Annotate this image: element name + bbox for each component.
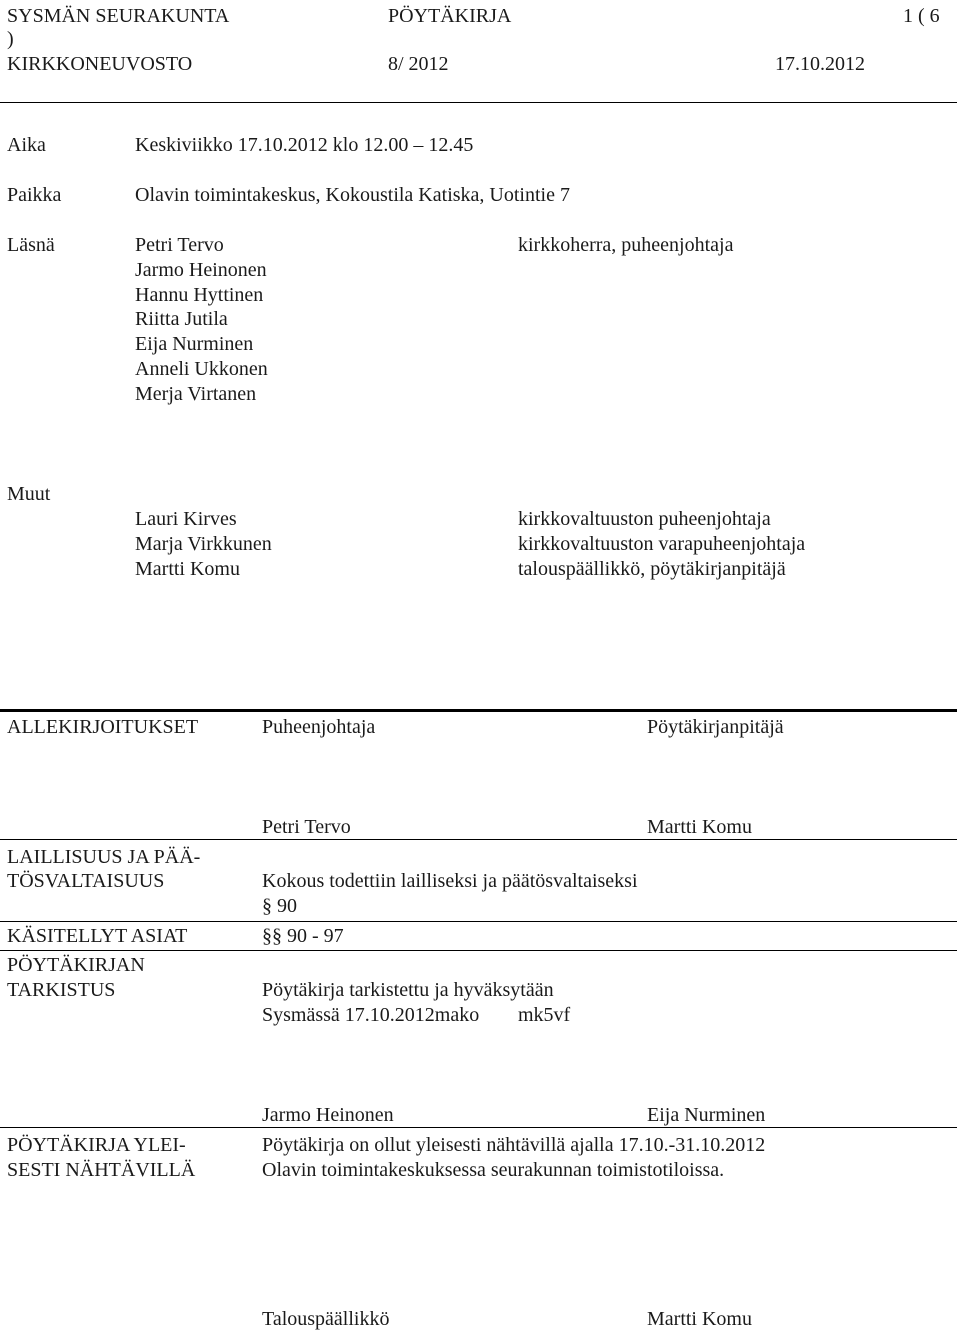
lasna-member-name: Hannu Hyttinen	[135, 284, 264, 306]
lasna-member-name: Petri Tervo	[135, 234, 224, 256]
signatures-label: ALLEKIRJOITUKSET	[7, 716, 199, 738]
laillisuus-label: LAILLISUUS JA PÄÄ-	[7, 846, 201, 868]
lasna-member-name: Eija Nurminen	[135, 333, 254, 355]
org-name: SYSMÄN SEURAKUNTA	[7, 5, 230, 27]
secretary-title: Pöytäkirjanpitäjä	[647, 716, 784, 738]
lasna-member-role: kirkkoherra, puheenjohtaja	[518, 234, 734, 256]
meeting-number: 8/ 2012	[388, 53, 449, 75]
aika-label: Aika	[7, 134, 46, 156]
lasna-member-name: Merja Virtanen	[135, 383, 257, 405]
muut-member-role: kirkkovaltuuston varapuheenjohtaja	[518, 533, 806, 555]
tarkistus-label: PÖYTÄKIRJAN	[7, 954, 145, 976]
tarkistus-label-cont: TARKISTUS	[7, 979, 116, 1001]
paikka-label: Paikka	[7, 184, 62, 206]
nahtavilla-label-cont: SESTI NÄHTÄVILLÄ	[7, 1159, 196, 1181]
kasitellyt-value: §§ 90 - 97	[262, 925, 344, 947]
muut-member-role: kirkkovaltuuston puheenjohtaja	[518, 508, 771, 530]
nahtavilla-text-cont: Olavin toimintakeskuksessa seurakunnan toimistotiloissa.	[262, 1159, 725, 1181]
tarkistus-divider	[0, 950, 957, 951]
laillisuus-section: § 90	[262, 895, 297, 917]
laillisuus-divider	[0, 839, 957, 840]
checker-name: Jarmo Heinonen	[262, 1104, 394, 1126]
tarkistus-initials: mk5vf	[518, 1004, 571, 1026]
nahtavilla-text: Pöytäkirja on ollut yleisesti nähtävillä ajalla 17.10.-31.10.2012	[262, 1134, 766, 1156]
kasitellyt-divider	[0, 921, 957, 922]
tarkistus-text: Pöytäkirja tarkistettu ja hyväksytään	[262, 979, 554, 1001]
page-indicator: 1 ( 6	[903, 5, 940, 27]
secretary-name: Martti Komu	[647, 816, 752, 838]
chair-name: Petri Tervo	[262, 816, 351, 838]
certifier-name: Martti Komu	[647, 1308, 752, 1330]
nahtavilla-divider	[0, 1127, 957, 1128]
lasna-member-name: Riitta Jutila	[135, 308, 228, 330]
muut-member-role: talouspäällikkö, pöytäkirjanpitäjä	[518, 558, 786, 580]
laillisuus-label-cont: TÖSVALTAISUUS	[7, 870, 165, 892]
muut-member-name: Lauri Kirves	[135, 508, 237, 530]
paikka-value: Olavin toimintakeskus, Kokoustila Katiska, Uotintie 7	[135, 184, 570, 206]
nahtavilla-label: PÖYTÄKIRJA YLEI-	[7, 1134, 186, 1156]
chair-title: Puheenjohtaja	[262, 716, 376, 738]
laillisuus-text: Kokous todettiin lailliseksi ja päätösvaltaiseksi	[262, 870, 638, 892]
page-indicator-close: )	[7, 28, 14, 50]
signatures-divider	[0, 709, 957, 712]
kasitellyt-label: KÄSITELLYT ASIAT	[7, 925, 188, 947]
muut-member-name: Martti Komu	[135, 558, 240, 580]
lasna-label: Läsnä	[7, 234, 55, 256]
header-divider	[0, 102, 957, 103]
certifier-title: Talouspäällikkö	[262, 1308, 390, 1330]
tarkistus-place-date: Sysmässä 17.10.2012mako	[262, 1004, 480, 1026]
muut-label: Muut	[7, 483, 51, 505]
document-type: PÖYTÄKIRJA	[388, 5, 512, 27]
board-name: KIRKKONEUVOSTO	[7, 53, 193, 75]
aika-value: Keskiviikko 17.10.2012 klo 12.00 – 12.45	[135, 134, 474, 156]
meeting-date: 17.10.2012	[775, 53, 865, 75]
checker-name: Eija Nurminen	[647, 1104, 766, 1126]
lasna-member-name: Anneli Ukkonen	[135, 358, 268, 380]
muut-member-name: Marja Virkkunen	[135, 533, 272, 555]
lasna-member-name: Jarmo Heinonen	[135, 259, 267, 281]
